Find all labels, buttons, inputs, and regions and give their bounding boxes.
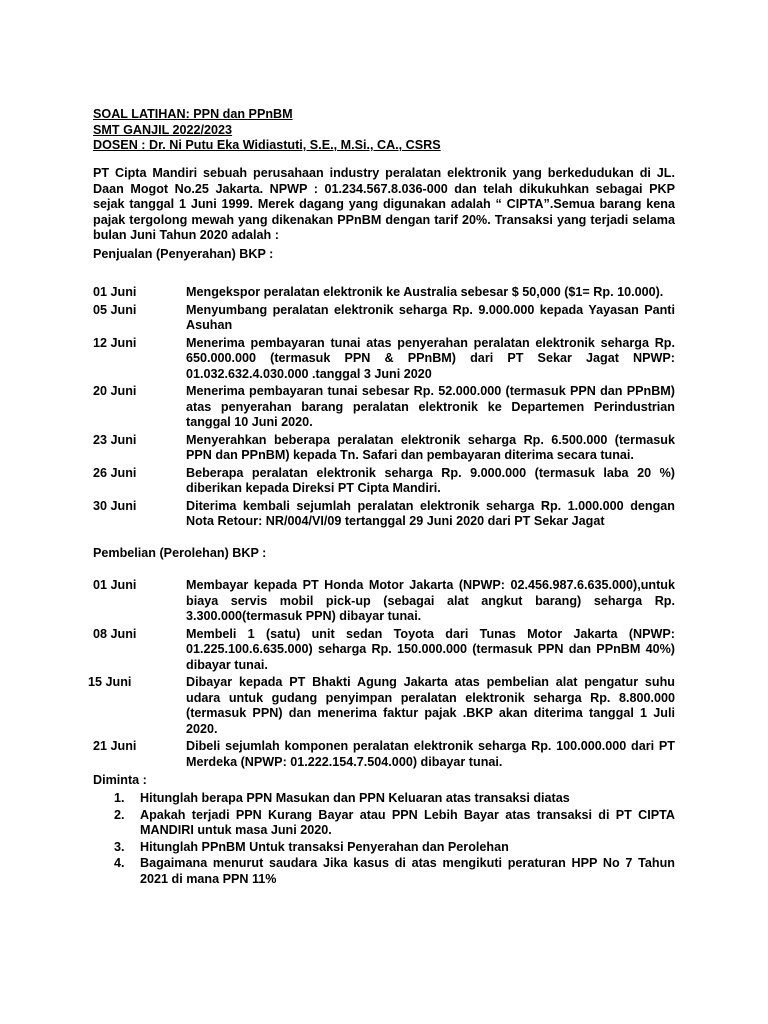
sales-row [0,433,768,464]
intro-text: PT Cipta Mandiri sebuah perusahaan industry peralatan elektronik yang berkedudukan di JL. Daan Mogot No.25 Jakarta. NPWP : 01.234.567.8.036-000 dan telah dikukuhkan sebagai PKP sejak tanggal 1 Juni 1999. Merek dagang yang digunakan adalah “ CIPTA”.Semua barang kena pajak tergolong mewah yang dikenakan PPnBM dengan tarif 20%. Transaksi yang terjadi selama bulan Juni Tahun 2020 adalah : [93,166,675,242]
question-text: Hitunglah PPnBM Untuk transaksi Penyerahan dan Perolehan [140,839,509,854]
row-date: 20 Juni [93,384,137,398]
sales-row [0,303,768,334]
row-date: 08 Juni [93,626,137,641]
row-date: 01 Juni [93,578,137,592]
row-text: Menyumbang peralatan elektronik seharga Rp. 9.000.000 kepada Yayasan Panti Asuhan [186,302,675,332]
question-item [0,856,768,887]
row-date: 15 Juni [88,675,132,689]
row-text: Menerima pembayaran tunai sebesar Rp. 52.000.000 (termasuk PPN dan PPnBM) atas penyerahan barang peralatan elektronik ke Departemen Perindustrian tanggal 10 Juni 2020. [186,384,675,429]
sales-row [0,384,768,431]
row-date: 30 Juni [93,498,137,513]
row-text: Menyerahkan beberapa peralatan elektronik seharga Rp. 6.500.000 (termasuk PPN dan PPnBM) kepada Tn. Safari dan pembayaran diterima secara tunai. [186,432,675,462]
row-text: Mengekspor peralatan elektronik ke Australia sebesar $ 50,000 ($1= Rp. 10.000). [186,285,664,299]
sales-row [0,499,768,530]
purchases-heading: Pembelian (Perolehan) BKP : [93,546,267,560]
purchase-row [0,627,768,674]
question-number: 4. [114,856,125,870]
row-date: 12 Juni [93,335,137,350]
row-text: Menerima pembayaran tunai atas penyerahan peralatan elektronik seharga Rp. 650.000.000 (termasuk PPN & PPnBM) dari PT Sekar Jagat NPWP: 01.032.632.4.030.000 .tanggal 3 Juni 2020 [186,335,675,381]
purchase-row [0,739,768,770]
document-header [93,107,441,154]
row-date: 23 Juni [93,432,137,447]
sales-list [0,285,768,532]
row-text: Dibayar kepada PT Bhakti Agung Jakarta atas pembelian alat pengatur suhu udara untuk gudang penyimpan peralatan elektronik seharga Rp. 8.800.000 (termasuk PPN) dan menerima faktur pajak .BKP akan diterima tanggal 1 Juli 2020. [186,675,675,736]
purchase-row [0,578,768,625]
question-item [0,791,768,807]
row-text: Diterima kembali sejumlah peralatan elektronik seharga Rp. 1.000.000 dengan Nota Retour: NR/004/VI/09 tertanggal 29 Juni 2020 dari PT Sekar Jagat [186,498,675,528]
row-date: 26 Juni [93,465,137,480]
question-text: Bagaimana menurut saudara Jika kasus di atas mengikuti peraturan HPP No 7 Tahun 2021 di mana PPN 11% [140,856,675,886]
questions-heading: Diminta : [93,773,147,787]
intro-paragraph [93,166,675,244]
question-text: Apakah terjadi PPN Kurang Bayar atau PPN Lebih Bayar atas transaksi di PT CIPTA MANDIRI untuk masa Juni 2020. [140,807,675,837]
question-number: 1. [114,791,125,805]
question-item [0,840,768,856]
question-number: 2. [114,807,125,822]
sales-row [0,466,768,497]
row-text: Dibeli sejumlah komponen peralatan elektronik seharga Rp. 100.000.000 dari PT Merdeka (NPWP: 01.222.154.7.504.000) dibayar tunai. [186,739,675,769]
lecturer-line: DOSEN : Dr. Ni Putu Eka Widiastuti, S.E., M.Si., CA., CSRS [93,138,441,152]
sales-heading: Penjualan (Penyerahan) BKP : [93,247,274,261]
row-text: Beberapa peralatan elektronik seharga Rp. 9.000.000 (termasuk laba 20 %) diberikan kepada Direksi PT Cipta Mandiri. [186,465,675,495]
row-date: 21 Juni [93,739,137,753]
sales-row [0,336,768,383]
purchases-list [0,578,768,772]
row-date: 01 Juni [93,285,137,299]
question-text: Hitunglah berapa PPN Masukan dan PPN Keluaran atas transaksi diatas [140,791,570,805]
row-text: Membeli 1 (satu) unit sedan Toyota dari Tunas Motor Jakarta (NPWP: 01.225.100.6.635.000) seharga Rp. 150.000.000 (termasuk PPN dan PPnBM 40%) dibayar tunai. [186,626,675,672]
semester-line: SMT GANJIL 2022/2023 [93,122,233,137]
purchase-row [0,675,768,737]
row-text: Membayar kepada PT Honda Motor Jakarta (NPWP: 02.456.987.6.635.000),untuk biaya servis mobil pick-up (sebagai alat angkut barang) seharga Rp. 3.300.000(termasuk PPN) dibayar tunai. [186,578,675,623]
title-line: SOAL LATIHAN: PPN dan PPnBM [93,107,293,121]
question-item [0,808,768,839]
question-number: 3. [114,839,125,854]
row-date: 05 Juni [93,302,137,317]
questions-list [0,791,768,888]
sales-row [0,285,768,301]
